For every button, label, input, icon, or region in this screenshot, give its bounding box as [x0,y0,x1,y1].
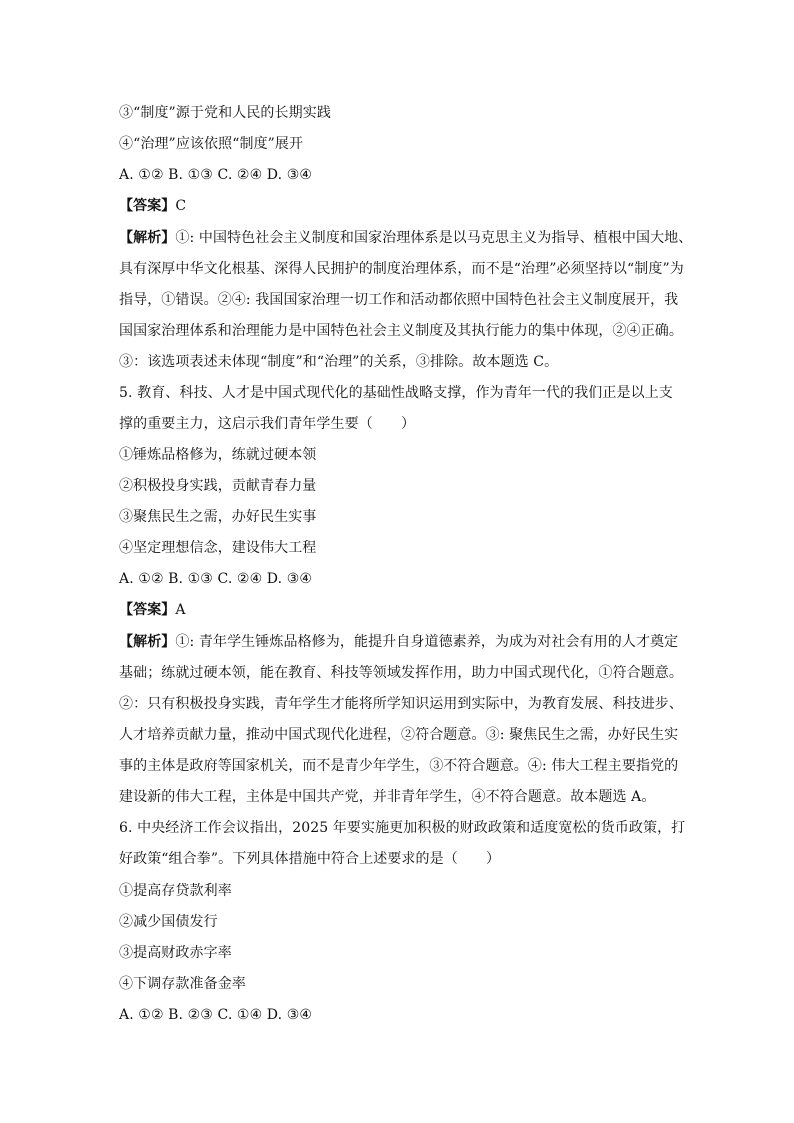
q5-option: ③聚焦民生之需，办好民生实事 [119,509,317,525]
analysis-tag: 【解析】 [119,230,176,246]
q4-analysis-line: 具有深厚中华文化根基、深得人民拥护的制度治理体系，而不是“治理”必须坚持以“制度”为 [119,261,684,277]
q6-stem: 好政策“组合拳”。下列具体措施中符合上述要求的是（ ） [119,851,501,867]
answer-value: C [175,198,187,214]
q5-analysis-line: ②：只有积极投身实践，青年学生才能将所学知识运用到实际中，为教育发展、科技进步、 [119,696,683,712]
q5-analysis-line [119,632,678,652]
q6-stem: 6. 中央经济工作会议指出，2025 年要实施更加积极的财政政策和适度宽松的货币政策，打 [119,820,686,836]
q6-option: ④下调存款准备金率 [119,976,246,992]
q5-choices: A. ①② B. ①③ C. ②④ D. ③④ [119,571,312,587]
q4-option-3: ③“制度”源于党和人民的长期实践 [119,105,331,121]
answer-tag: 【答案】 [119,198,176,214]
q4-analysis-line: 指导，①错误。②④: 我国国家治理一切工作和活动都依照中国特色社会主义制度展开，我 [119,292,679,308]
q4-choices: A. ①② B. ①③ C. ②④ D. ③④ [119,167,312,183]
q5-analysis-line: 基础；练就过硬本领，能在教育、科技等领域发挥作用，助力中国式现代化，①符合题意。 [119,665,683,681]
q4-analysis-line: ③：该选项表述未体现“制度”和“治理”的关系，③排除。故本题选 C。 [119,354,559,370]
q5-analysis-line: 建设新的伟大工程，主体是中国共产党，并非青年学生，④不符合题意。故本题选 A。 [119,789,656,805]
answer-tag: 【答案】 [119,602,176,618]
q4-answer [119,196,186,216]
q5-analysis-line: 人才培养贡献力量，推动中国式现代化进程，②符合题意。③: 聚焦民生之需，办好民生实 [119,727,679,743]
q5-answer [119,600,186,620]
q5-stem: 5. 教育、科技、人才是中国式现代化的基础性战略支撑，作为青年一代的我们正是以上支 [119,385,673,401]
q5-option: ④坚定理想信念，建设伟大工程 [119,540,317,556]
q6-option: ③提高财政赤字率 [119,945,232,961]
q5-stem: 撑的重要主力，这启示我们青年学生要（ ） [119,416,416,432]
answer-value: A [175,602,186,618]
q6-choices: A. ①② B. ②③ C. ①④ D. ③④ [119,1007,312,1023]
analysis-tag: 【解析】 [119,634,176,650]
q4-option-4: ④“治理”应该依照“制度”展开 [119,136,304,152]
q5-option: ②积极投身实践，贡献青春力量 [119,478,317,494]
q6-option: ②减少国债发行 [119,914,218,930]
q4-analysis-line [119,228,692,248]
analysis-text: ①: 青年学生锤炼品格修为，能提升自身道德素养，为成为对社会有用的人才奠定 [175,634,679,650]
q5-option: ①锤炼品格修为，练就过硬本领 [119,447,317,463]
q4-analysis-line: 国国家治理体系和治理能力是中国特色社会主义制度及其执行能力的集中体现，②④正确。 [119,323,683,339]
q5-analysis-line: 事的主体是政府等国家机关，而不是青少年学生，③不符合题意。④: 伟大工程主要指党的 [119,758,679,774]
analysis-text: ①: 中国特色社会主义制度和国家治理体系是以马克思主义为指导、植根中国大地、 [175,230,693,246]
q6-option: ①提高存贷款利率 [119,883,232,899]
